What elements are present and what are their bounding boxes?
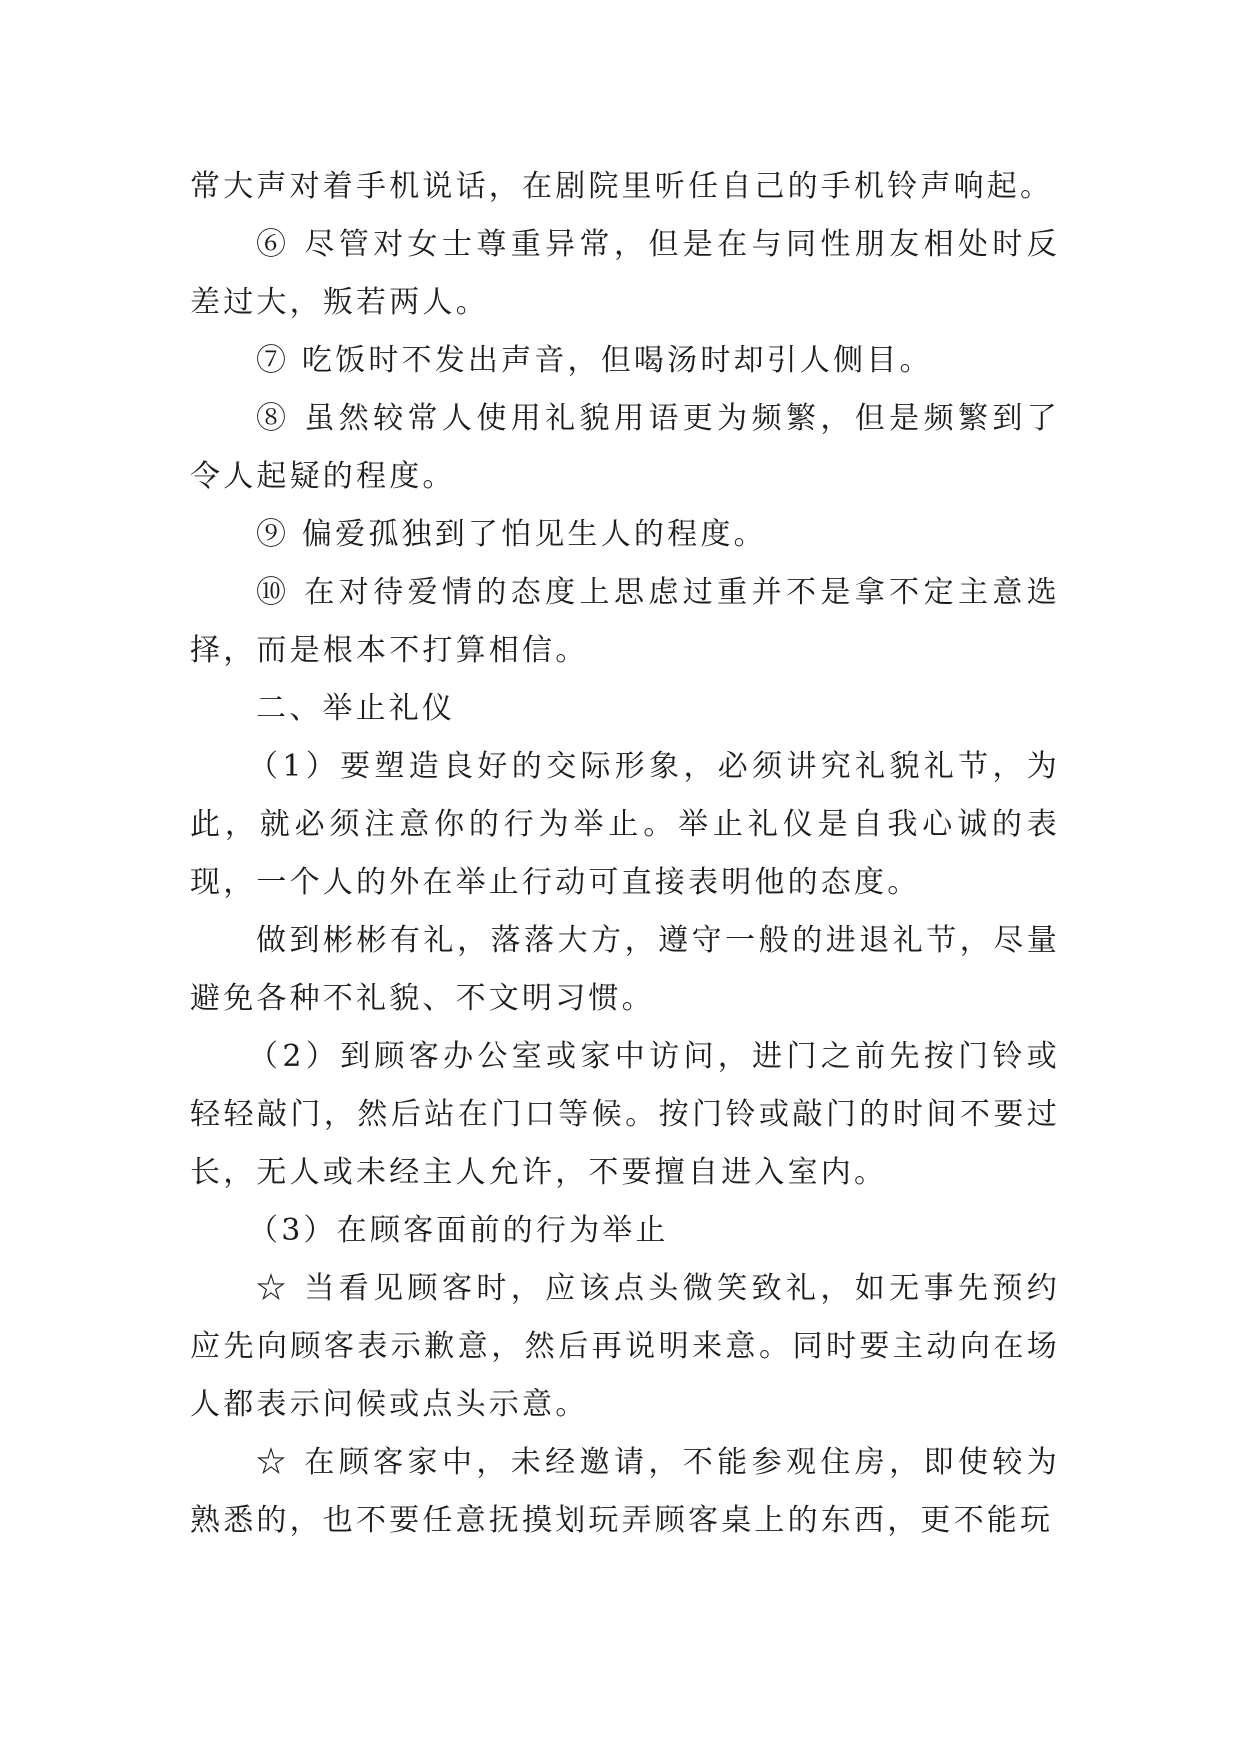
paragraph-item-7: ⑦ 吃饭时不发出声音，但喝汤时却引人侧目。: [256, 343, 933, 378]
paragraph-item-10: ⑩ 在对待爱情的态度上思虑过重并不是拿不定主意选择，而是根本不打算相信。: [190, 575, 1060, 668]
paragraph-continued: 常大声对着手机说话，在剧院里听任自己的手机铃声响起。: [190, 169, 1054, 204]
paragraph-point-1: （1）要塑造良好的交际形象，必须讲究礼貌礼节，为此，就必须注意你的行为举止。举止礼仪是自我心诚的表现，一个人的外在举止行动可直接表明他的态度。: [190, 749, 1060, 900]
paragraph-item-6: ⑥ 尽管对女士尊重异常，但是在与同性朋友相处时反差过大，叛若两人。: [190, 227, 1060, 320]
paragraph-point-3: （3）在顾客面前的行为举止: [248, 1213, 669, 1248]
paragraph-star-2: ☆ 在顾客家中，未经邀请，不能参观住房，即使较为熟悉的，也不要任意抚摸划玩弄顾客桌上的东西，更不能玩: [190, 1445, 1060, 1538]
paragraph-star-1: ☆ 当看见顾客时，应该点头微笑致礼，如无事先预约应先向顾客表示歉意，然后再说明来意。同时要主动向在场人都表示问候或点头示意。: [190, 1271, 1060, 1422]
body-text: [190, 158, 1060, 1550]
paragraph-manners: 做到彬彬有礼，落落大方，遵守一般的进退礼节，尽量避免各种不礼貌、不文明习惯。: [190, 923, 1060, 1016]
paragraph-point-2: （2）到顾客办公室或家中访问，进门之前先按门铃或轻轻敲门，然后站在门口等候。按门铃或敲门的时间不要过长，无人或未经主人允许，不要擅自进入室内。: [190, 1039, 1060, 1190]
paragraph-item-8: ⑧ 虽然较常人使用礼貌用语更为频繁，但是频繁到了令人起疑的程度。: [190, 401, 1060, 494]
paragraph-item-9: ⑨ 偏爱孤独到了怕见生人的程度。: [256, 517, 767, 552]
section-heading: 二、举止礼仪: [256, 691, 456, 726]
